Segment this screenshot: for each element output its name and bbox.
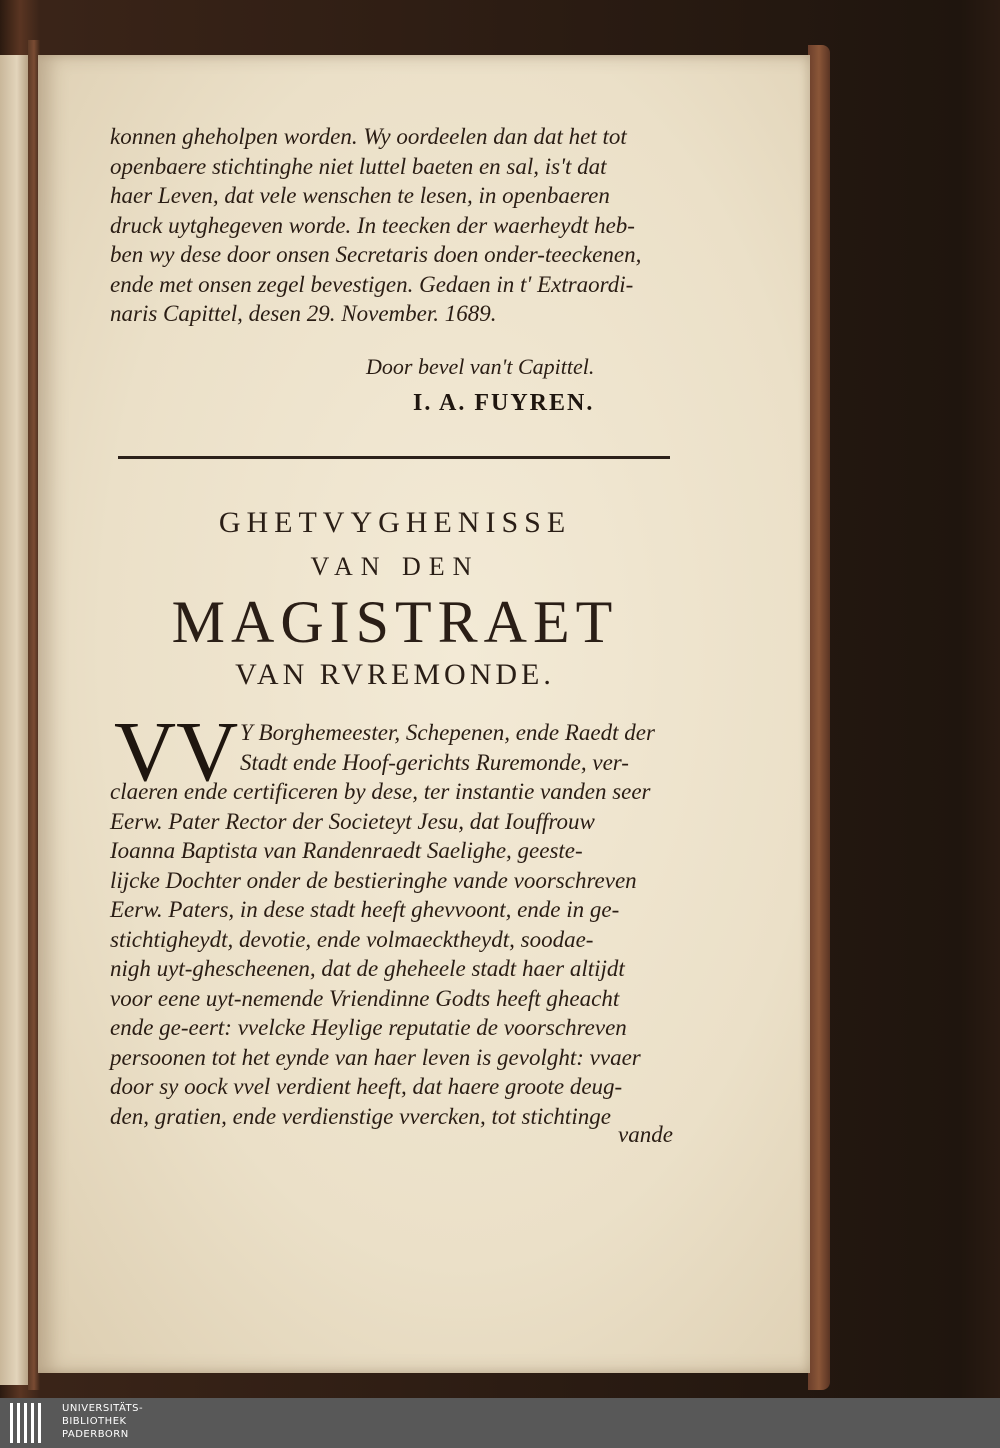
text-line: druck uytghegeven worde. In teecken der waerheydt heb- (110, 212, 635, 238)
library-footer (0, 1398, 1000, 1448)
library-name (62, 1402, 143, 1441)
book-cover-edge (808, 45, 830, 1390)
section-title-line-2: VAN DEN (310, 552, 480, 581)
text-line: Y Borghemeester, Schepenen, ende Raedt der (240, 720, 655, 745)
library-name-line-1: UNIVERSITÄTS- (62, 1403, 144, 1414)
text-line: Stadt ende Hoof-gerichts Ruremonde, ver- (240, 749, 629, 775)
text-line: stichtigheydt, devotie, ende volmaecktheydt, soodae- (110, 926, 594, 952)
library-logo-icon (8, 1403, 48, 1443)
text-line: naris Capittel, desen 29. November. 1689. (110, 301, 497, 326)
signatory-name: I. A. FUYREN. (413, 390, 595, 416)
facing-page-edge (0, 55, 28, 1385)
section-title-line-3: MAGISTRAET (171, 589, 619, 655)
text-line: voor eene uyt-nemende Vriendinne Godts heeft gheacht (110, 985, 620, 1011)
section-title-line-4: VAN RVREMONDE. (235, 658, 555, 691)
text-line: ende met onsen zegel bevestigen. Gedaen in t' Extraordi- (110, 271, 634, 297)
text-line: haer Leven, dat vele wenschen te lesen, in openbaeren (110, 183, 610, 208)
text-line: claeren ende certificeren by dese, ter instantie vanden seer (110, 779, 651, 804)
top-paragraph (110, 122, 680, 329)
text-line: den, gratien, ende verdienstige vvercken, tot stichtinge (110, 1103, 611, 1129)
text-line: nigh uyt-ghescheenen, dat de gheheele stadt haer altijdt (110, 956, 625, 981)
text-line: persoonen tot het eynde van haer leven is gevolght: vvaer (110, 1044, 641, 1070)
text-line: ende ge-eert: vvelcke Heylige reputatie de voorschreven (110, 1015, 627, 1040)
section-divider (118, 456, 670, 459)
text-line: Ioanna Baptista van Randenraedt Saelighe, geeste- (110, 838, 583, 863)
section-title-line-1: GHETVYGHENISSE (218, 506, 572, 539)
text-line: door sy oock vvel verdient heeft, dat haere groote deug- (110, 1074, 623, 1099)
text-line: ben wy dese door onsen Secretaris doen onder-teeckenen, (110, 242, 642, 267)
library-name-line-3: PADERBORN (62, 1429, 129, 1440)
text-line: openbaere stichtinghe niet luttel baeten en sal, is't dat (110, 153, 607, 179)
text-line: konnen gheholpen worden. Wy oordeelen dan dat het tot (110, 124, 627, 149)
text-line: lijcke Dochter onder de bestieringhe vande voorschreven (110, 867, 637, 893)
catchword: vande (618, 1122, 673, 1147)
text-line: Eerw. Paters, in dese stadt heeft ghevvoont, ende in ge- (110, 897, 620, 922)
drop-capital: VV (114, 703, 239, 799)
library-name-line-2: BIBLIOTHEK (62, 1416, 127, 1427)
body-paragraph (110, 718, 680, 1131)
signature-order-line: Door bevel van't Capittel. (366, 354, 595, 379)
text-line: Eerw. Pater Rector der Societeyt Jesu, dat Iouffrouw (110, 808, 595, 834)
